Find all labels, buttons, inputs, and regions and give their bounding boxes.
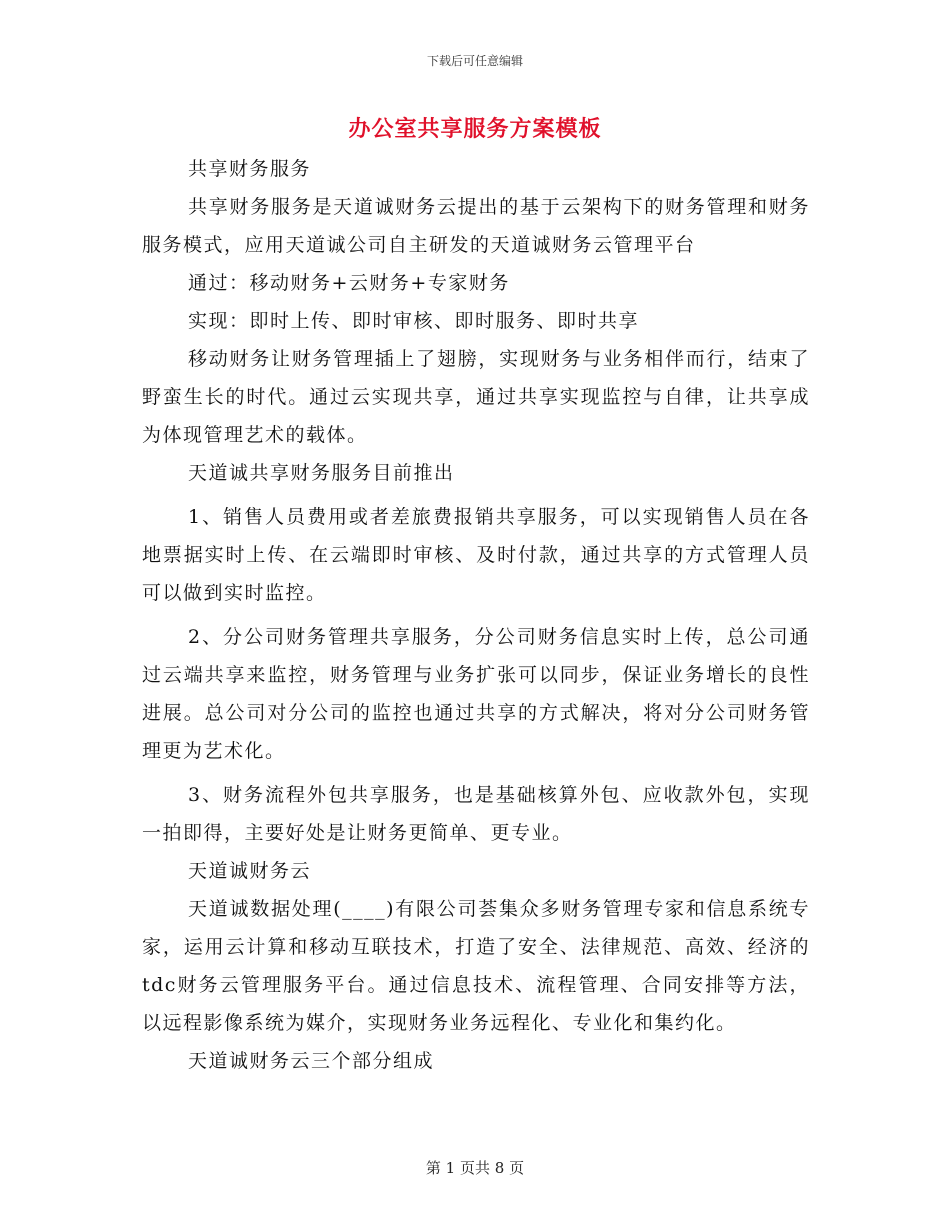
paragraph-company-description: 天道诚数据处理(____)有限公司荟集众多财务管理专家和信息系统专家，运用云计算和移动互联技术，打造了安全、法律规范、高效、经济的tdc财务云管理服务平台。通过信息技术、流程管理、合同安排等方法，以远程影像系统为媒介，实现财务业务远程化、专业化和集约化。 [142,898,810,1034]
paragraph-heading-finance-cloud: 天道诚财务云 [188,860,312,882]
header-note: 下载后可任意编辑 [426,54,523,68]
paragraph-item-2: 2、分公司财务管理共享服务，分公司财务信息实时上传，总公司通过云端共享来监控，财务管理与业务扩张可以同步，保证业务增长的良性进展。总公司对分公司的监控也通过共享的方式解决，将对分公司财务管理更为艺术化。 [142,626,810,762]
paragraph-services-launched: 天道诚共享财务服务目前推出 [188,462,455,484]
paragraph-item-1: 1、销售人员费用或者差旅费报销共享服务，可以实现销售人员在各地票据实时上传、在云端即时审核、及时付款，通过共享的方式管理人员可以做到实时监控。 [142,506,810,604]
paragraph-item-3: 3、财务流程外包共享服务，也是基础核算外包、应收款外包，实现一拍即得，主要好处是让财务更简单、更专业。 [142,784,810,844]
paragraph-heading-shared-finance: 共享财务服务 [188,158,312,180]
paragraph-three-parts: 天道诚财务云三个部分组成 [188,1050,435,1072]
paragraph-via: 通过：移动财务+云财务+专家财务 [188,272,510,294]
paragraph-achieve: 实现：即时上传、即时审核、即时服务、即时共享 [188,310,640,332]
document-body [142,150,810,1080]
document-title: 办公室共享服务方案模板 [348,116,602,142]
paragraph-intro: 共享财务服务是天道诚财务云提出的基于云架构下的财务管理和财务服务模式，应用天道诚公司自主研发的天道诚财务云管理平台 [142,196,810,256]
paragraph-mobile-finance: 移动财务让财务管理插上了翅膀，实现财务与业务相伴而行，结束了野蛮生长的时代。通过云实现共享，通过共享实现监控与自律，让共享成为体现管理艺术的载体。 [142,348,810,446]
page-number: 第 1 页共 8 页 [425,1159,525,1177]
